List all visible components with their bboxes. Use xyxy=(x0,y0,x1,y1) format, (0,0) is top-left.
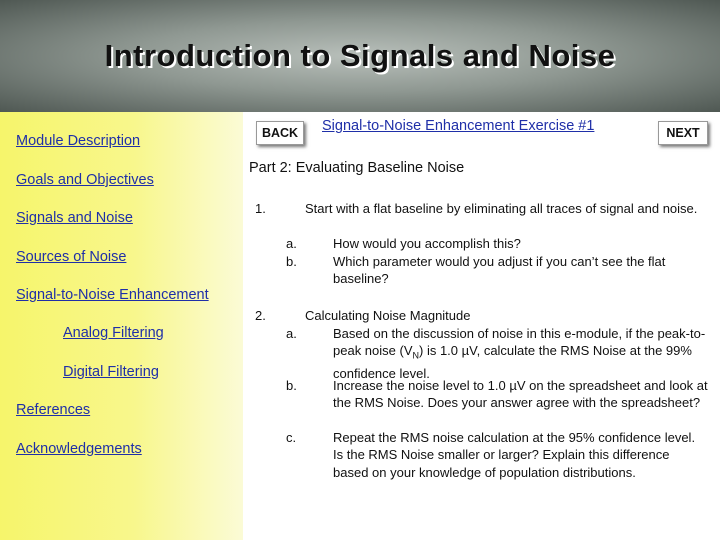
q2-text: Calculating Noise Magnitude xyxy=(305,308,471,323)
q1a-marker: a. xyxy=(286,236,297,251)
q1a-text: How would you accomplish this? xyxy=(333,236,521,251)
q2-number: 2. xyxy=(255,308,266,323)
sidebar-item-goals-and-objectives[interactable]: Goals and Objectives xyxy=(16,172,154,188)
sidebar-item-signal-to-noise-enhancement[interactable]: Signal-to-Noise Enhancement xyxy=(16,287,209,303)
q1b-marker: b. xyxy=(286,254,297,269)
sidebar-item-signals-and-noise[interactable]: Signals and Noise xyxy=(16,210,133,226)
sidebar-item-sources-of-noise[interactable]: Sources of Noise xyxy=(16,249,127,265)
sidebar-item-analog-filtering[interactable]: Analog Filtering xyxy=(63,325,164,341)
back-button[interactable]: BACK xyxy=(256,121,304,145)
exercise-title[interactable]: Signal-to-Noise Enhancement Exercise #1 xyxy=(322,118,595,134)
q2b-text: Increase the noise level to 1.0 µV on the spreadsheet and look at the RMS Noise. Does your answer agree with the spreadsheet? xyxy=(333,378,708,411)
q2c-text: Repeat the RMS noise calculation at the 95% confidence level. Is the RMS Noise smaller or larger? Explain this difference based on your knowledge of population distributions. xyxy=(333,430,696,480)
sidebar-item-module-description[interactable]: Module Description xyxy=(16,133,141,149)
q1-text: Start with a flat baseline by eliminating all traces of signal and noise. xyxy=(305,201,698,216)
q2a-marker: a. xyxy=(286,326,297,341)
q1b-text: Which parameter would you adjust if you can’t see the flat baseline? xyxy=(333,254,666,287)
part-title: Part 2: Evaluating Baseline Noise xyxy=(249,160,465,176)
sidebar-item-references[interactable]: References xyxy=(16,402,91,418)
header-banner xyxy=(0,0,720,112)
q2a-text: Based on the discussion of noise in this e-module, if the peak-to-peak noise $(V_N)$ is 1.0 µV, calculate the RMS Noise at the 99% confidence level. xyxy=(333,326,706,382)
sidebar-item-digital-filtering[interactable]: Digital Filtering xyxy=(63,364,159,380)
page-title: Introduction to Signals and Noise xyxy=(104,38,616,73)
sidebar-item-acknowledgements[interactable]: Acknowledgements xyxy=(16,441,142,457)
q2b-marker: b. xyxy=(286,378,297,393)
q2c-marker: c. xyxy=(286,430,297,445)
q1-number: 1. xyxy=(255,201,266,216)
next-button[interactable]: NEXT xyxy=(658,121,708,145)
